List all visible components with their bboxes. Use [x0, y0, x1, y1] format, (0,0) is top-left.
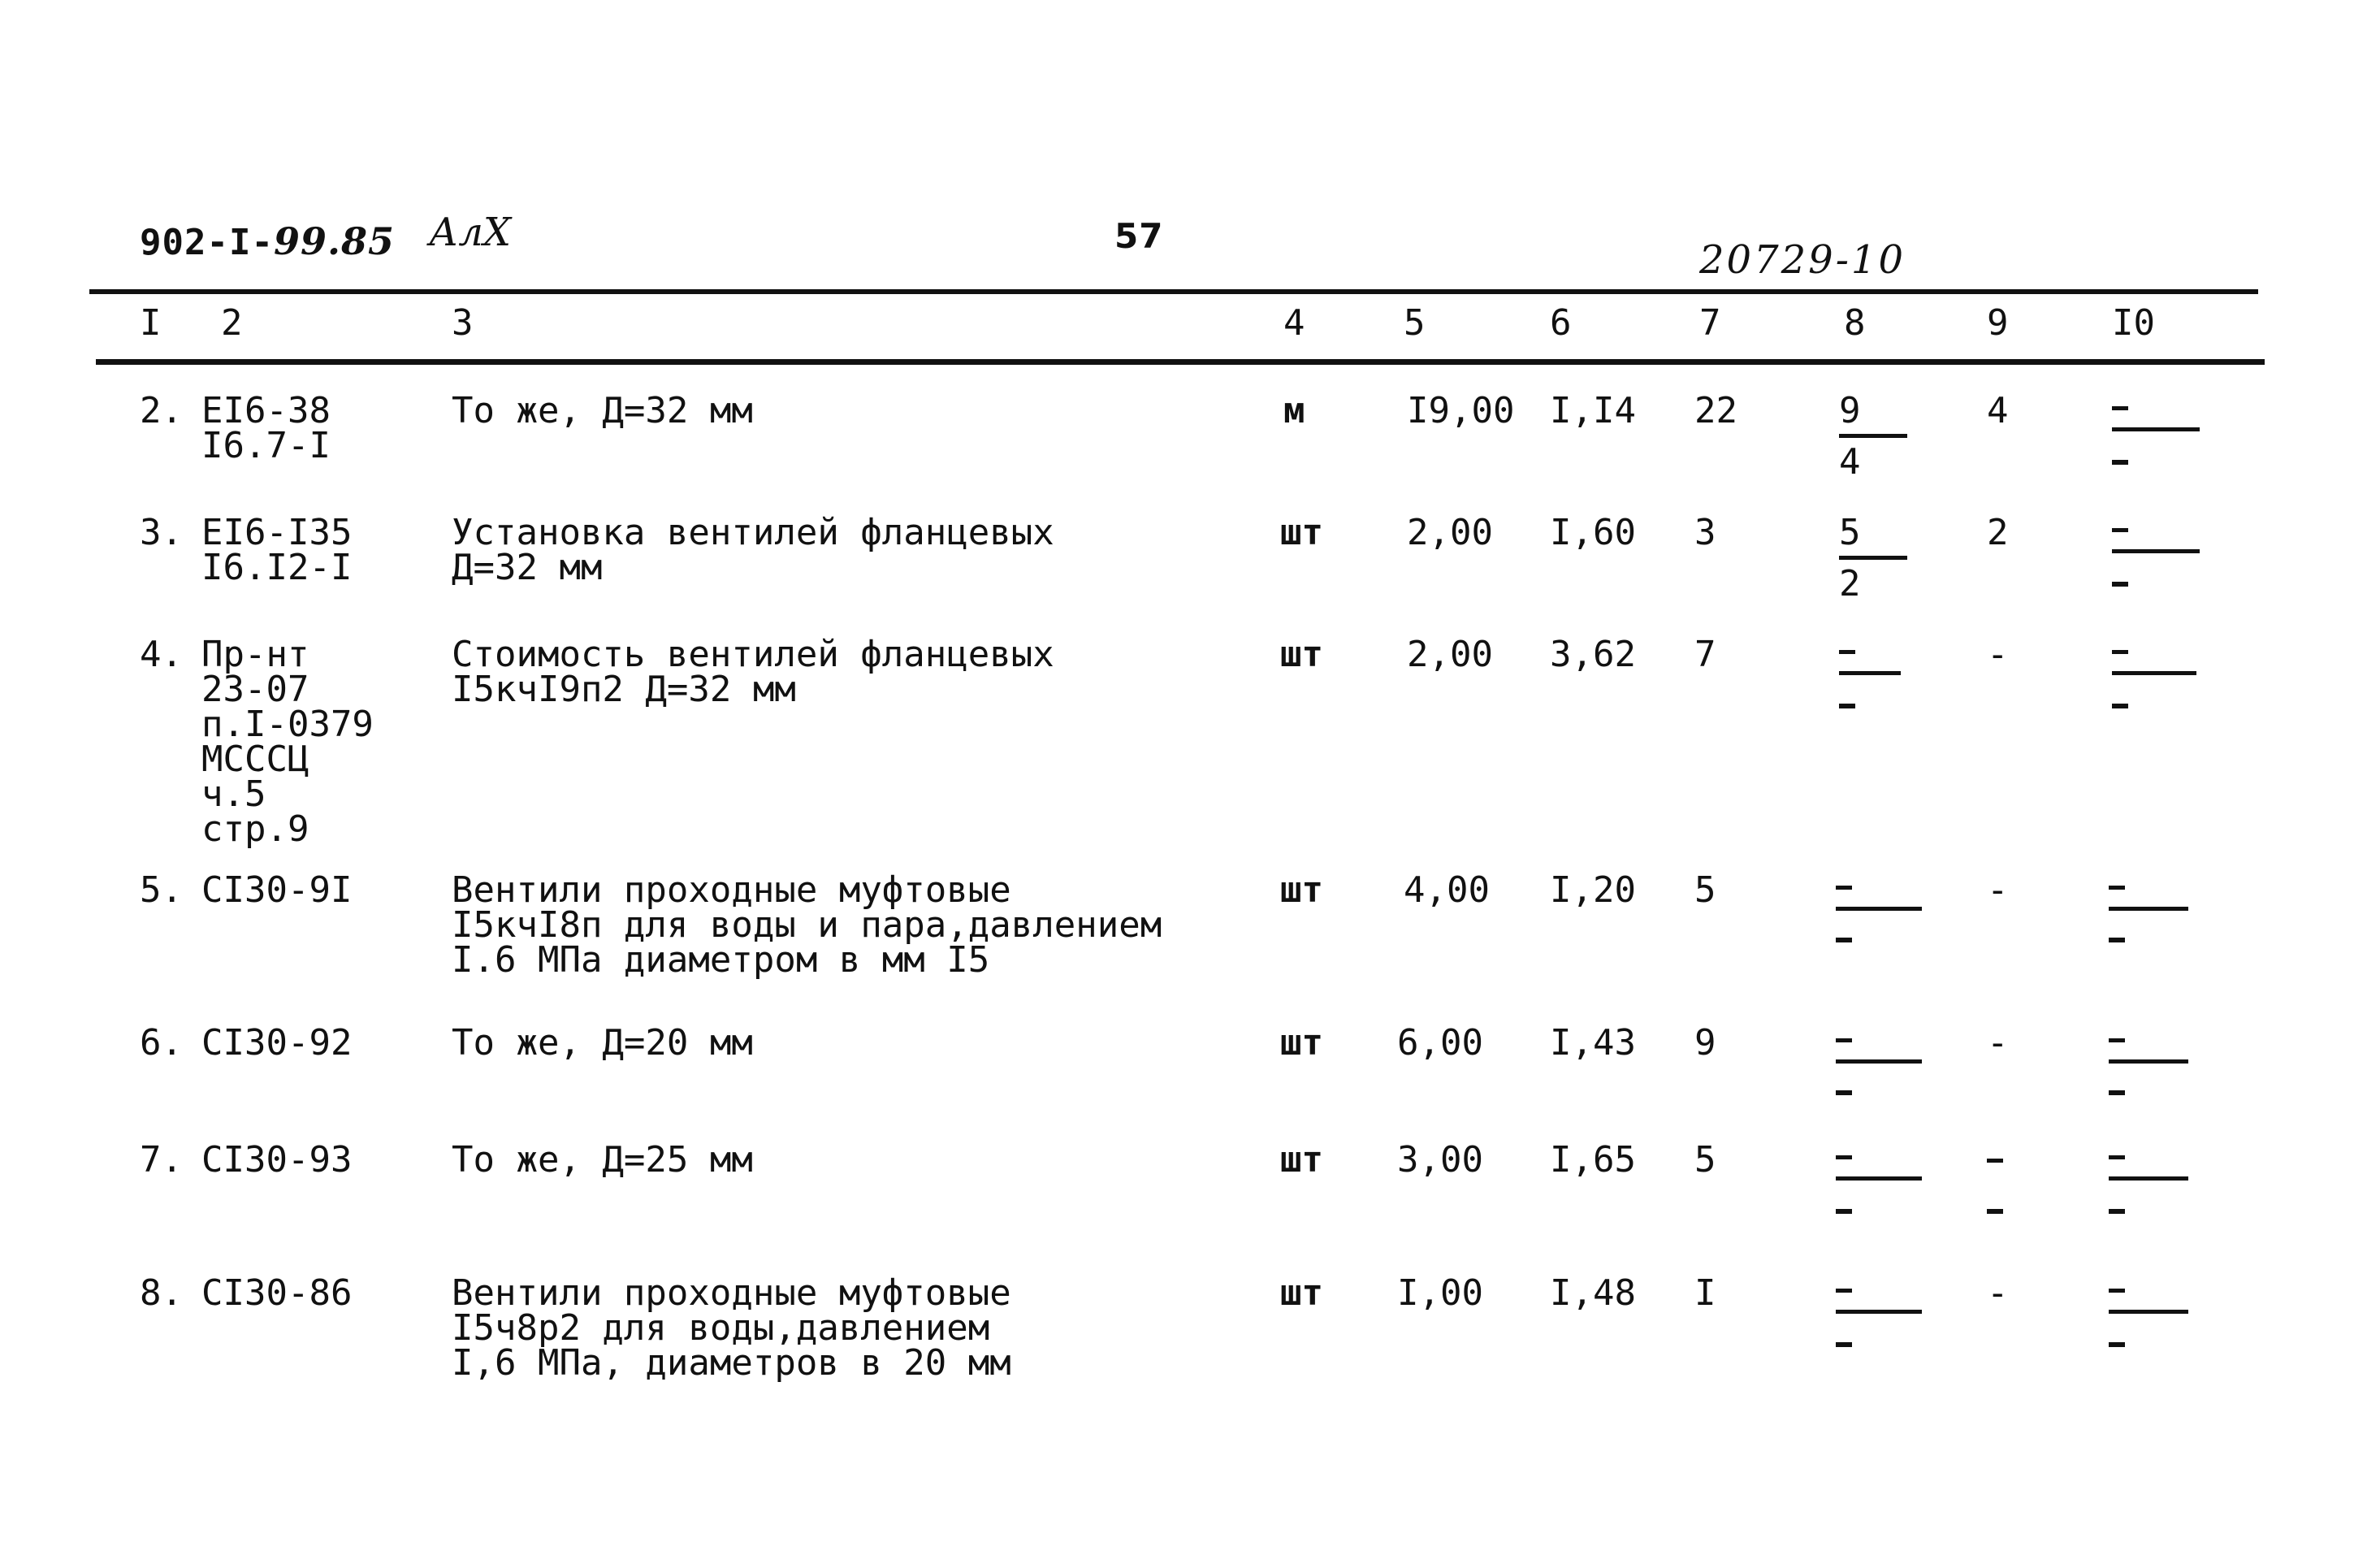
row-quantity: I,00 [1397, 1272, 1483, 1314]
row-col8-fraction [1839, 390, 1907, 483]
row-code-line: МСССЦ [201, 739, 309, 780]
row-unit: шт [1280, 1139, 1323, 1181]
row-col9: - [1987, 869, 2009, 911]
col-header-10: I0 [2112, 302, 2155, 344]
row-description-line: То же, Д=32 мм [452, 390, 753, 431]
row-total: 5 [1694, 869, 1716, 911]
row-unit: шт [1280, 1272, 1323, 1314]
row-price: I,I4 [1550, 390, 1636, 431]
row-unit: шт [1280, 634, 1323, 675]
doc-code [140, 219, 395, 263]
table-top-rule [89, 289, 2258, 294]
col-header-4: 4 [1283, 302, 1305, 344]
row-price: I,48 [1550, 1272, 1636, 1314]
row-description-line: Стоимость вентилей фланцевых [452, 634, 1054, 675]
col-header-3: 3 [452, 302, 474, 344]
row-total: 7 [1694, 634, 1716, 675]
row-number: 5. [140, 869, 183, 911]
row-col9: 2 [1987, 512, 2009, 553]
row-code-line: CI30-93 [201, 1139, 353, 1181]
row-total: 3 [1694, 512, 1716, 553]
doc-code-handwritten: 99.85 [273, 219, 395, 263]
row-number: 3. [140, 512, 183, 553]
row-price: I,20 [1550, 869, 1636, 911]
row-code-line: CI30-92 [201, 1022, 353, 1064]
row-price: I,65 [1550, 1139, 1636, 1181]
row-price: I,60 [1550, 512, 1636, 553]
row-description-line: Д=32 мм [452, 547, 603, 588]
row-price: 3,62 [1550, 634, 1636, 675]
fraction-denominator: 4 [1839, 441, 1861, 483]
row-col9: 4 [1987, 390, 2009, 431]
table-header-rule [96, 359, 2265, 365]
col-header-6: 6 [1550, 302, 1572, 344]
row-quantity: 6,00 [1397, 1022, 1483, 1064]
row-description-line: I5ч8р2 для воды,давлением [452, 1307, 990, 1349]
row-description-line: I,6 МПа, диаметров в 20 мм [452, 1342, 1011, 1384]
row-col9: - [1987, 634, 2009, 675]
row-code-line: EI6-38 [201, 390, 331, 431]
row-code-line: стр.9 [201, 808, 309, 850]
col-header-7: 7 [1699, 302, 1721, 344]
row-quantity: 2,00 [1407, 512, 1493, 553]
row-number: 2. [140, 390, 183, 431]
col-header-8: 8 [1844, 302, 1866, 344]
row-unit: шт [1280, 869, 1323, 911]
row-unit: м [1283, 390, 1305, 431]
row-quantity: 4,00 [1404, 869, 1490, 911]
row-total: 5 [1694, 1139, 1716, 1181]
row-description-line: I5кчI9п2 Д=32 мм [452, 669, 796, 710]
fraction-denominator: 2 [1839, 563, 1861, 604]
row-quantity: 2,00 [1407, 634, 1493, 675]
row-code-line: Пр-нт [201, 634, 309, 675]
col-header-9: 9 [1987, 302, 2009, 344]
fraction-bar [1839, 556, 1907, 560]
row-code-line: CI30-86 [201, 1272, 353, 1314]
row-col8-fraction [1839, 512, 1907, 604]
row-code-line: I6.I2-I [201, 547, 353, 588]
col-header-2: 2 [221, 302, 243, 344]
row-description-line: Установка вентилей фланцевых [452, 512, 1054, 553]
col-header-1: I [140, 302, 162, 344]
row-col9: - [1987, 1272, 2009, 1314]
doc-number: 20729-10 [1699, 237, 1906, 283]
page-number: 57 [1114, 216, 1164, 256]
row-description-line: Вентили проходные муфтовые [452, 1272, 1011, 1314]
row-number: 6. [140, 1022, 183, 1064]
row-number: 8. [140, 1272, 183, 1314]
doc-code-printed: 902-I- [140, 222, 274, 263]
row-description-line: То же, Д=25 мм [452, 1139, 753, 1181]
row-number: 7. [140, 1139, 183, 1181]
fraction-numerator: 9 [1839, 390, 1861, 431]
row-quantity: 3,00 [1397, 1139, 1483, 1181]
row-unit: шт [1280, 1022, 1323, 1064]
doc-code-suffix: АлХ [429, 210, 512, 255]
row-description-line: Вентили проходные муфтовые [452, 869, 1011, 911]
row-code-line: I6.7-I [201, 425, 331, 466]
row-code-line: CI30-9I [201, 869, 353, 911]
row-price: I,43 [1550, 1022, 1636, 1064]
fraction-bar [1839, 434, 1907, 438]
row-unit: шт [1280, 512, 1323, 553]
row-description-line: I.6 МПа диаметром в мм I5 [452, 939, 990, 981]
row-total: 22 [1694, 390, 1737, 431]
row-total: 9 [1694, 1022, 1716, 1064]
row-total: I [1694, 1272, 1716, 1314]
row-description-line: То же, Д=20 мм [452, 1022, 753, 1064]
row-quantity: I9,00 [1407, 390, 1515, 431]
col-header-5: 5 [1404, 302, 1426, 344]
row-number: 4. [140, 634, 183, 675]
row-description-line: I5кчI8п для воды и пара,давлением [452, 904, 1162, 946]
row-code-line: ч.5 [201, 773, 266, 815]
row-col9: - [1987, 1022, 2009, 1064]
row-code-line: 23-07 [201, 669, 309, 710]
fraction-numerator: 5 [1839, 512, 1861, 553]
row-code-line: п.I-0379 [201, 704, 374, 745]
row-code-line: EI6-I35 [201, 512, 353, 553]
